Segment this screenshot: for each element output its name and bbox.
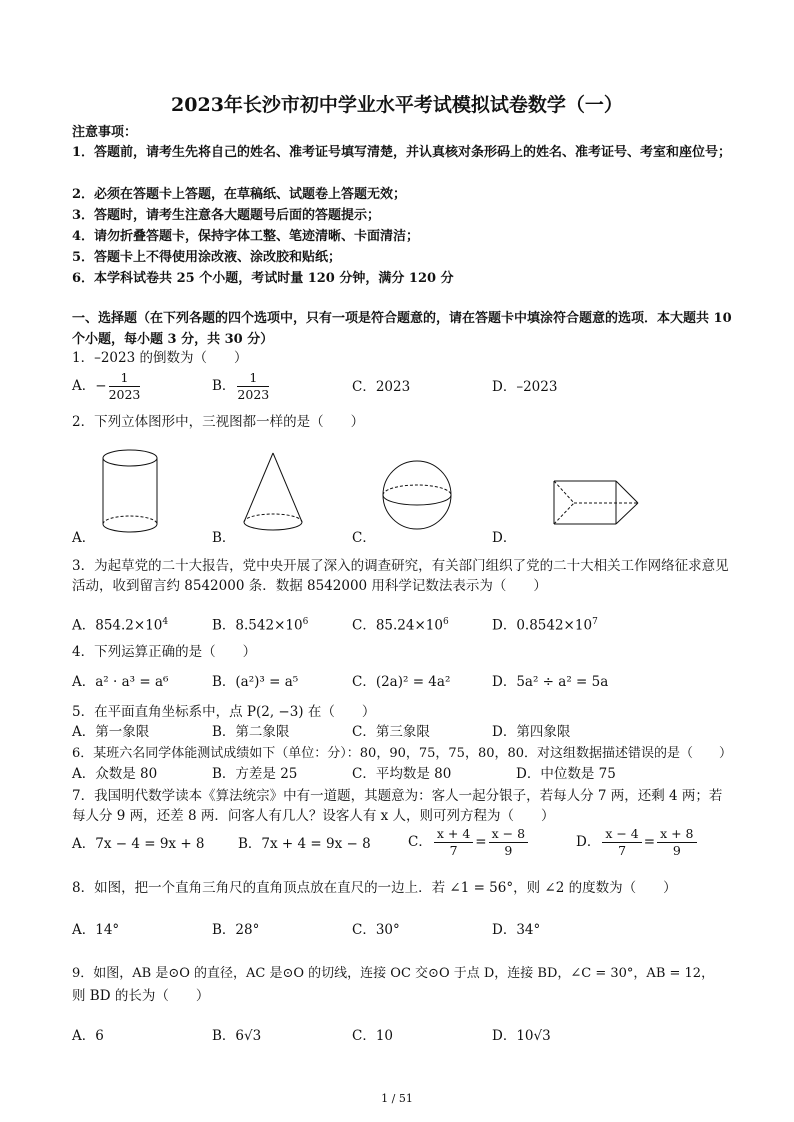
notice-item-1: 1．答题前，请考生先将自己的姓名、准考证号填写清楚，并认真核对条形码上的姓名、准考证号、考室和座位号； xyxy=(72,145,732,160)
notice-heading: 注意事项： xyxy=(72,125,138,140)
section-heading: 一、选择题（在下列各题的四个选项中，只有一项是符合题意的，请在答题卡中填涂符合题意的选项．本大题共 10 个小题，每小题 3 分，共 30 分） xyxy=(72,311,732,347)
q2-option-a: A． xyxy=(72,530,96,546)
q7-option-c: C． $\frac{x + 4}{7}$ = $\frac{x - 8}{9}$ xyxy=(408,826,530,859)
prism-figure xyxy=(550,478,642,530)
notice-item-6: 6．本学科试卷共 25 个小题，考试时量 120 分钟，满分 120 分 xyxy=(72,271,454,286)
q7-option-d: D． $\frac{x - 4}{7}$ = $\frac{x + 8}{9}$ xyxy=(576,826,699,859)
q3-option-d: D．$0.8542\times 10^7$ xyxy=(492,617,598,634)
q9-option-d: D．10√3 xyxy=(492,1028,551,1044)
question-6-stem: 6．某班六名同学体能测试成绩如下（单位：分）：80，90，75，75，80，80．对这组数据描述错误的是（ ） xyxy=(72,746,733,761)
q6-option-c: C．平均数是 80 xyxy=(352,766,452,782)
q8-option-b: B．28° xyxy=(212,922,260,938)
q2-option-c: C． xyxy=(352,530,376,546)
q1-option-b: B． $\frac{1}{2023}$ xyxy=(212,370,270,402)
q7-option-a: A．7x − 4 = 9x + 8 xyxy=(72,836,205,852)
question-1-stem: 1．–2023 的倒数为（ ） xyxy=(72,350,248,366)
page-title: 2023年长沙市初中学业水平考试模拟试卷数学（一） xyxy=(171,94,623,116)
q1-option-c: C．2023 xyxy=(352,379,411,395)
q2-option-b: B． xyxy=(212,530,236,546)
question-4-stem: 4．下列运算正确的是（ ） xyxy=(72,644,257,660)
question-8-stem: 8．如图，把一个直角三角尺的直角顶点放在直尺的一边上．若 ∠1 = 56°，则 ∠2 的度数为（ ） xyxy=(72,880,677,896)
q5-option-a: A．第一象限 xyxy=(72,724,150,740)
question-9-stem: 9．如图，AB 是⊙O 的直径，AC 是⊙O 的切线，连接 OC 交⊙O 于点 D，连接 BD，∠C = 30°，AB = 12， xyxy=(72,966,715,981)
q8-option-a: A．14° xyxy=(72,922,120,938)
sphere-figure xyxy=(380,458,454,532)
q9-option-c: C．10 xyxy=(352,1028,394,1044)
notice-item-4: 4．请勿折叠答题卡，保持字体工整、笔迹清晰、卡面清洁； xyxy=(72,229,420,244)
q5-option-c: C．第三象限 xyxy=(352,724,430,740)
q3-option-c: C．$85.24\times 10^6$ xyxy=(352,617,449,634)
notice-item-3: 3．答题时，请考生注意各大题题号后面的答题提示； xyxy=(72,208,381,223)
q3-option-a: A．$854.2\times 10^4$ xyxy=(72,617,169,634)
q3-option-b: B．$8.542\times 10^6$ xyxy=(212,617,309,634)
q6-option-d: D．中位数是 75 xyxy=(516,766,616,782)
q5-option-d: D．第四象限 xyxy=(492,724,571,740)
question-5-stem: 5．在平面直角坐标系中，点 P(2, −3) 在（ ） xyxy=(72,704,376,720)
notice-item-5: 5．答题卡上不得使用涂改液、涂改胶和贴纸； xyxy=(72,250,342,265)
q6-option-b: B．方差是 25 xyxy=(212,766,298,782)
q8-option-d: D．34° xyxy=(492,922,541,938)
q8-option-c: C．30° xyxy=(352,922,400,938)
question-7-stem: 7．我国明代数学读本《算法统宗》中有一道题，其题意为：客人一起分银子，若每人分 7 两，还剩 4 两；若每人分 9 两，还差 8 两．问客人有几人？设客人有 x 人，则可列方程为（ ） xyxy=(72,788,723,824)
q4-option-a: A．a² · a³ = a⁶ xyxy=(72,674,169,690)
q7-option-b: B．7x + 4 = 9x − 8 xyxy=(238,836,371,852)
question-9-stem-cont: 则 BD 的长为（ ） xyxy=(72,988,210,1004)
cone-figure xyxy=(240,450,306,536)
q4-option-c: C．(2a)² = 4a² xyxy=(352,674,451,690)
q9-option-a: A．6 xyxy=(72,1028,104,1044)
q9-option-b: B．6√3 xyxy=(212,1028,262,1044)
q5-option-b: B．第二象限 xyxy=(212,724,290,740)
q4-option-d: D．5a² ÷ a² = 5a xyxy=(492,674,609,690)
question-2-stem: 2．下列立体图形中，三视图都一样的是（ ） xyxy=(72,414,365,430)
q6-option-a: A．众数是 80 xyxy=(72,766,158,782)
cylinder-figure xyxy=(98,446,162,536)
question-3-stem: 3．为起草党的二十大报告，党中央开展了深入的调查研究，有关部门组织了党的二十大相关工作网络征求意见活动，收到留言约 8542000 条．数据 8542000 用科学记数法表示为（ ） xyxy=(72,558,729,594)
page-number: 1 / 51 xyxy=(381,1092,413,1105)
q1-option-a: A．− $\frac{1}{2023}$ xyxy=(72,370,141,402)
q2-option-d: D． xyxy=(492,530,517,546)
q1-option-d: D．–2023 xyxy=(492,379,558,395)
q4-option-b: B．(a²)³ = a⁵ xyxy=(212,674,299,690)
notice-item-2: 2．必须在答题卡上答题，在草稿纸、试题卷上答题无效； xyxy=(72,187,407,202)
